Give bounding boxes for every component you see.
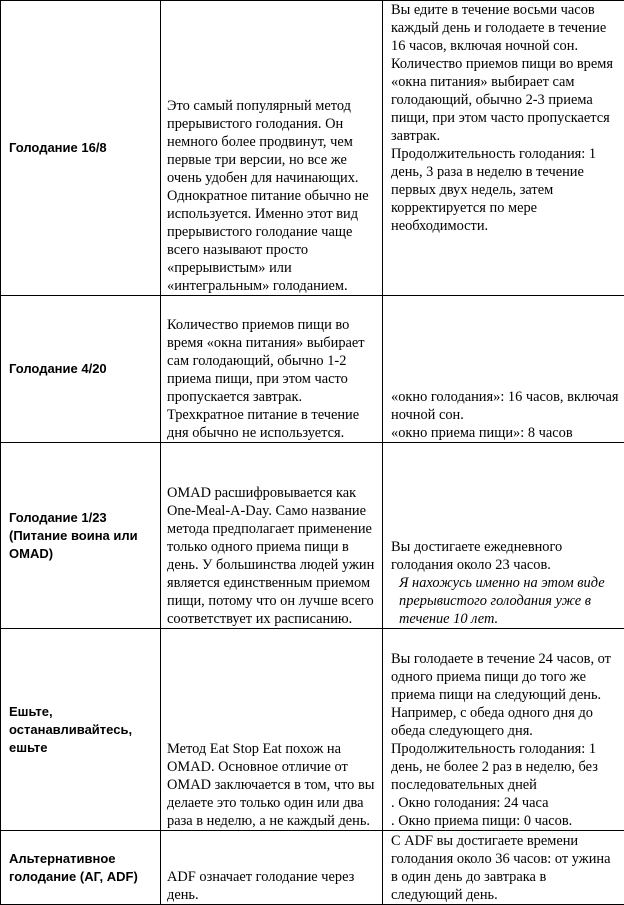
method-name: Голодание 4/20 bbox=[1, 296, 161, 443]
method-name: Голодание 16/8 bbox=[1, 1, 161, 296]
details-paragraph: Вы едите в течение восьми часов каждый день и голодаете в течение 16 часов, включая ночной сон. Количество приемов пищи во время «окна питания» выбирает сам голодающий, обычно 2-3 приема пищи, при этом часто пропускается завтрак. bbox=[391, 1, 620, 145]
method-details bbox=[383, 443, 624, 629]
table-row bbox=[1, 296, 624, 443]
method-details bbox=[383, 296, 624, 443]
details-paragraph: «окно приема пищи»: 8 часов bbox=[391, 424, 620, 442]
details-paragraph: «окно голодания»: 16 часов, включая ночной сон. bbox=[391, 388, 620, 424]
method-description: ADF означает голодание через день. bbox=[161, 831, 383, 905]
method-name: Альтернативное голодание (АГ, ADF) bbox=[1, 831, 161, 905]
method-details bbox=[383, 629, 624, 831]
method-details bbox=[383, 831, 624, 905]
method-name: Ешьте, останавливайтесь, ешьте bbox=[1, 629, 161, 831]
table-row bbox=[1, 1, 624, 296]
details-paragraph: . Окно голодания: 24 часа bbox=[391, 794, 620, 812]
table-row bbox=[1, 831, 624, 905]
method-details bbox=[383, 1, 624, 296]
details-paragraph: Продолжительность голодания: 1 день, не более 2 раз в неделю, без последовательных дней bbox=[391, 740, 620, 794]
method-name: Голодание 1/23 (Питание воина или OMAD) bbox=[1, 443, 161, 629]
method-description: Это самый популярный метод прерывистого голодания. Он немного более продвинут, чем первые три версии, но все же очень удобен для начинающих. Однократное питание обычно не используется. Именно этот вид прерывистого голодание чаще всего называют просто «прерывистым» или «интегральным» голоданием. bbox=[161, 1, 383, 296]
details-paragraph: Вы достигаете ежедневного голодания около 23 часов. bbox=[391, 538, 620, 574]
details-paragraph: Продолжительность голодания: 1 день, 3 раза в неделю в течение первых двух недель, затем корректируется по мере необходимости. bbox=[391, 145, 620, 235]
table-row bbox=[1, 443, 624, 629]
details-paragraph: Вы голодаете в течение 24 часов, от одного приема пищи до того же приема пищи на следующий день. Например, с обеда одного дня до обеда следующего дня. bbox=[391, 650, 620, 740]
personal-note: Я нахожусь именно на этом виде прерывистого голодания уже в течение 10 лет. bbox=[391, 574, 620, 628]
method-description: Количество приемов пищи во время «окна питания» выбирает сам голодающий, обычно 1-2 приема пищи, при этом часто пропускается завтрак. Трехкратное питание в течение дня обычно не используется. bbox=[161, 296, 383, 443]
table-row bbox=[1, 629, 624, 831]
details-paragraph: . Окно приема пищи: 0 часов. bbox=[391, 812, 620, 830]
details-paragraph: С ADF вы достигаете времени голодания около 36 часов: от ужина в один день до завтрака в следующий день. bbox=[391, 832, 620, 904]
method-description: Метод Eat Stop Eat похож на OMAD. Основное отличие от OMAD заключается в том, что вы делаете это только один или два раза в неделю, а не каждый день. bbox=[161, 629, 383, 831]
method-description: OMAD расшифровывается как One-Meal-A-Day. Само название метода предполагает применение только одного приема пищи в день. У большинства людей ужин является единственным приемом пищи, потому что он лучше всего соответствует их расписанию. bbox=[161, 443, 383, 629]
